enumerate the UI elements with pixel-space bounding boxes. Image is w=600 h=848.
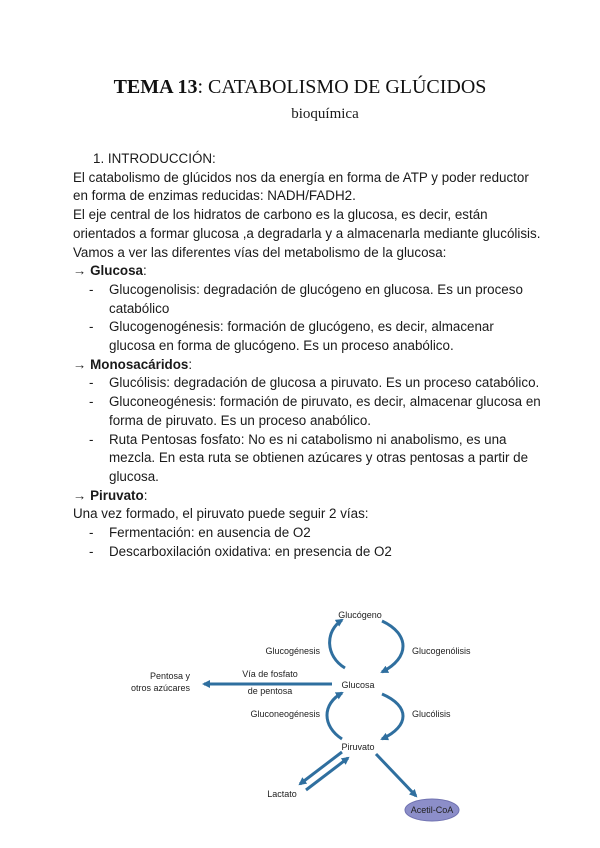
list-item: - Gluconeogénesis: formación de piruvato, es decir, almacenar glucosa en forma de piruvato. Es un proceso anabólico. (73, 393, 543, 430)
arrow-glucolisis (382, 694, 403, 739)
arrow-glucogenesis (330, 620, 345, 668)
paragraph: El eje central de los hidratos de carbono es la glucosa, es decir, están orientados a formar glucosa ,a degradarla y a almacenarla mediante glucólisis. Vamos a ver las diferentes vías del metabolismo de la glucosa: (73, 207, 541, 260)
list-item: - Ruta Pentosas fosfato: No es ni catabolismo ni anabolismo, es una mezcla. En esta ruta se obtienen azúcares y otras pentosas a partir de glucosa. (73, 431, 543, 487)
label-via-fosfato-2: de pentosa (247, 686, 293, 696)
metabolism-diagram (120, 606, 510, 831)
subsection-heading-piruvato: → Piruvato: (73, 487, 148, 503)
arrow-gluconeogenesis (327, 693, 342, 739)
label-acetil-coa: Acetil-CoA (410, 805, 454, 815)
page-subtitle: bioquímica (291, 106, 359, 122)
section-heading: 1. INTRODUCCIÓN: (93, 151, 216, 166)
label-glucogenesis: Glucogénesis (265, 646, 320, 656)
list-item: - Glucogenolisis: degradación de glucógeno en glucosa. Es un proceso catabólico (73, 281, 543, 318)
subsection-heading-monosacaridos: → Monosacáridos: (73, 356, 193, 372)
arrow-glucogenolisis (382, 621, 403, 672)
list-item: - Glucólisis: degradación de glucosa a piruvato. Es un proceso catabólico. (73, 374, 543, 393)
arrow-piruvato-acetil (376, 754, 416, 796)
label-piruvato: Piruvato (341, 742, 375, 752)
label-gluconeogenesis: Gluconeogénesis (250, 709, 320, 719)
label-glucogenolisis: Glucogenólisis (412, 646, 471, 656)
label-glucogeno: Glucógeno (338, 610, 382, 620)
list-item: - Descarboxilación oxidativa: en presencia de O2 (73, 543, 543, 562)
paragraph: Una vez formado, el piruvato puede seguir 2 vías: (73, 506, 369, 522)
label-lactato: Lactato (267, 789, 297, 799)
label-pentosa-2: otros azúcares (130, 683, 190, 693)
label-via-fosfato-1: Vía de fosfato (242, 669, 298, 679)
list-piruvato (73, 524, 543, 561)
list-monosacaridos (73, 374, 543, 486)
label-glucosa: Glucosa (341, 680, 375, 690)
subsection-heading-glucosa: → Glucosa: (73, 263, 147, 279)
document-body (73, 150, 543, 561)
list-item: - Glucogenogénesis: formación de glucógeno, es decir, almacenar glucosa en forma de glucógeno. Es un proceso anabólico. (73, 318, 543, 355)
label-pentosa-1: Pentosa y (149, 671, 190, 681)
page-title: TEMA 13: CATABOLISMO DE GLÚCIDOS (113, 76, 487, 98)
paragraph: El catabolismo de glúcidos nos da energía en forma de ATP y poder reductor en forma de enzimas reducidas: NADH/FADH2. (73, 169, 529, 204)
list-glucosa (73, 281, 543, 356)
label-glucolisis: Glucólisis (412, 709, 451, 719)
list-item: - Fermentación: en ausencia de O2 (73, 524, 543, 543)
